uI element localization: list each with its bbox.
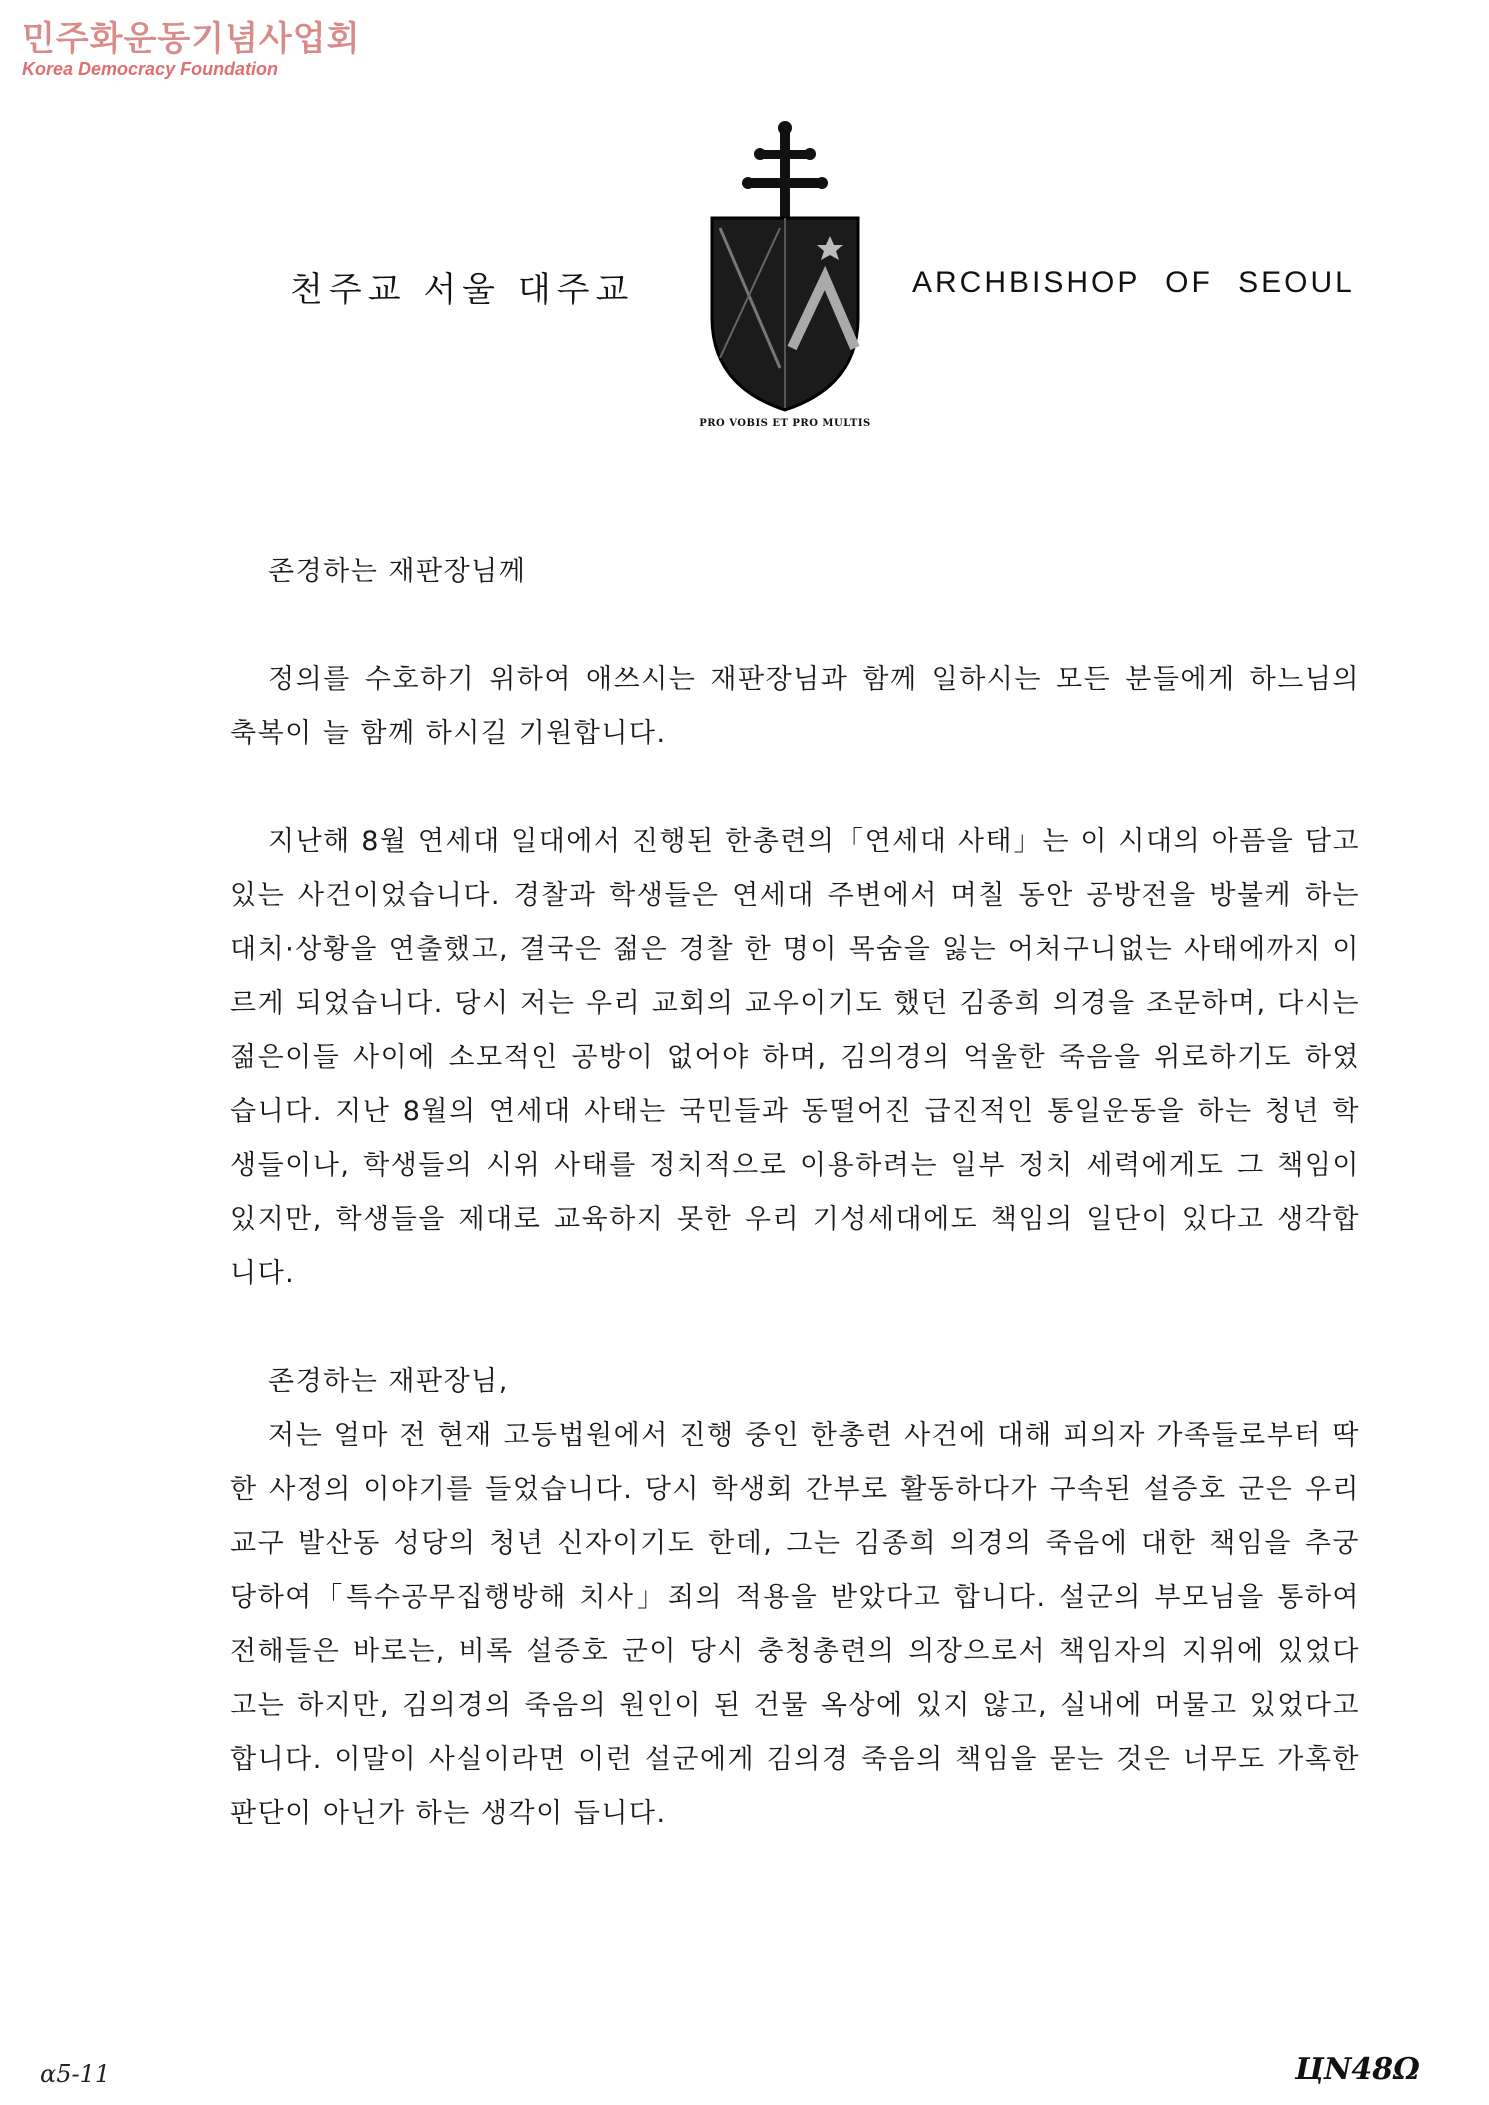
letter-salutation-2: 존경하는 재판장님, — [268, 1366, 509, 1397]
crest-motto: PRO VOBIS ET PRO MULTIS — [699, 418, 871, 429]
page-mark-right: ЦN48Ω — [1295, 2052, 1420, 2087]
letter-paragraph: 저는 얼마 전 현재 고등법원에서 진행 중인 한총련 사건에 대해 피의자 가족들로부터 딱한 사정의 이야기를 들었습니다. 당시 학생회 간부로 활동하다가 구속된 설증호 군은 우리 교구 발산동 성당의 청년 신자이기도 한데, 그는 김종희 의경의 죽음에 대한 책임을 추궁 당하여「특수공무집행방해 치사」죄의 적용을 받았다고 합니다. 설군의 부모님을 통하여 전해들은 바로는, 비록 설증호 군이 당시 충청총련의 의장으로서 책임자의 지위에 있었다고는 하지만, 김의경의 죽음의 원인이 된 건물 옥상에 있지 않고, 실내에 머물고 있었다고 합니다. 이말이 사실이라면 이런 설군에게 김의경 죽음의 책임을 묻는 것은 너무도 가혹한 판단이 아닌가 하는 생각이 듭니다. — [230, 1420, 1360, 1829]
letterhead-title-korean: 천주교 서울 대주교 — [290, 270, 635, 310]
watermark-korean: 민주화운동기념사업회 — [22, 19, 361, 59]
watermark-english: Korea Democracy Foundation — [22, 59, 279, 79]
letter-salutation: 존경하는 재판장님께 — [268, 556, 527, 587]
letterhead-title-english: ARCHBISHOP OF SEOUL — [912, 266, 1355, 299]
archiepiscopal-crest-icon — [700, 118, 870, 418]
letter-paragraph: 정의를 수호하기 위하여 애쓰시는 재판장님과 함께 일하시는 모든 분들에게 하느님의 축복이 늘 함께 하시길 기원합니다. — [230, 664, 1360, 749]
watermark — [22, 20, 360, 80]
letter-paragraph: 지난해 8월 연세대 일대에서 진행된 한총련의「연세대 사태」는 이 시대의 아픔을 담고 있는 사건이었습니다. 경찰과 학생들은 연세대 주변에서 며칠 동안 공방전을 방불케 하는 대치·상황을 연출했고, 결국은 젊은 경찰 한 명이 목숨을 잃는 어처구니없는 사태에까지 이르게 되었습니다. 당시 저는 우리 교회의 교우이기도 했던 김종희 의경을 조문하며, 다시는 젊은이들 사이에 소모적인 공방이 없어야 하며, 김의경의 억울한 죽음을 위로하기도 하였습니다. 지난 8월의 연세대 사태는 국민들과 동떨어진 급진적인 통일운동을 하는 청년 학생들이나, 학생들의 시위 사태를 정치적으로 이용하려는 일부 정치 세력에게도 그 책임이 있지만, 학생들을 제대로 교육하지 못한 우리 기성세대에도 책임의 일단이 있다고 생각합니다. — [230, 826, 1360, 1289]
page-mark-left: α5-11 — [40, 2060, 111, 2088]
letter-body — [230, 545, 1360, 1841]
